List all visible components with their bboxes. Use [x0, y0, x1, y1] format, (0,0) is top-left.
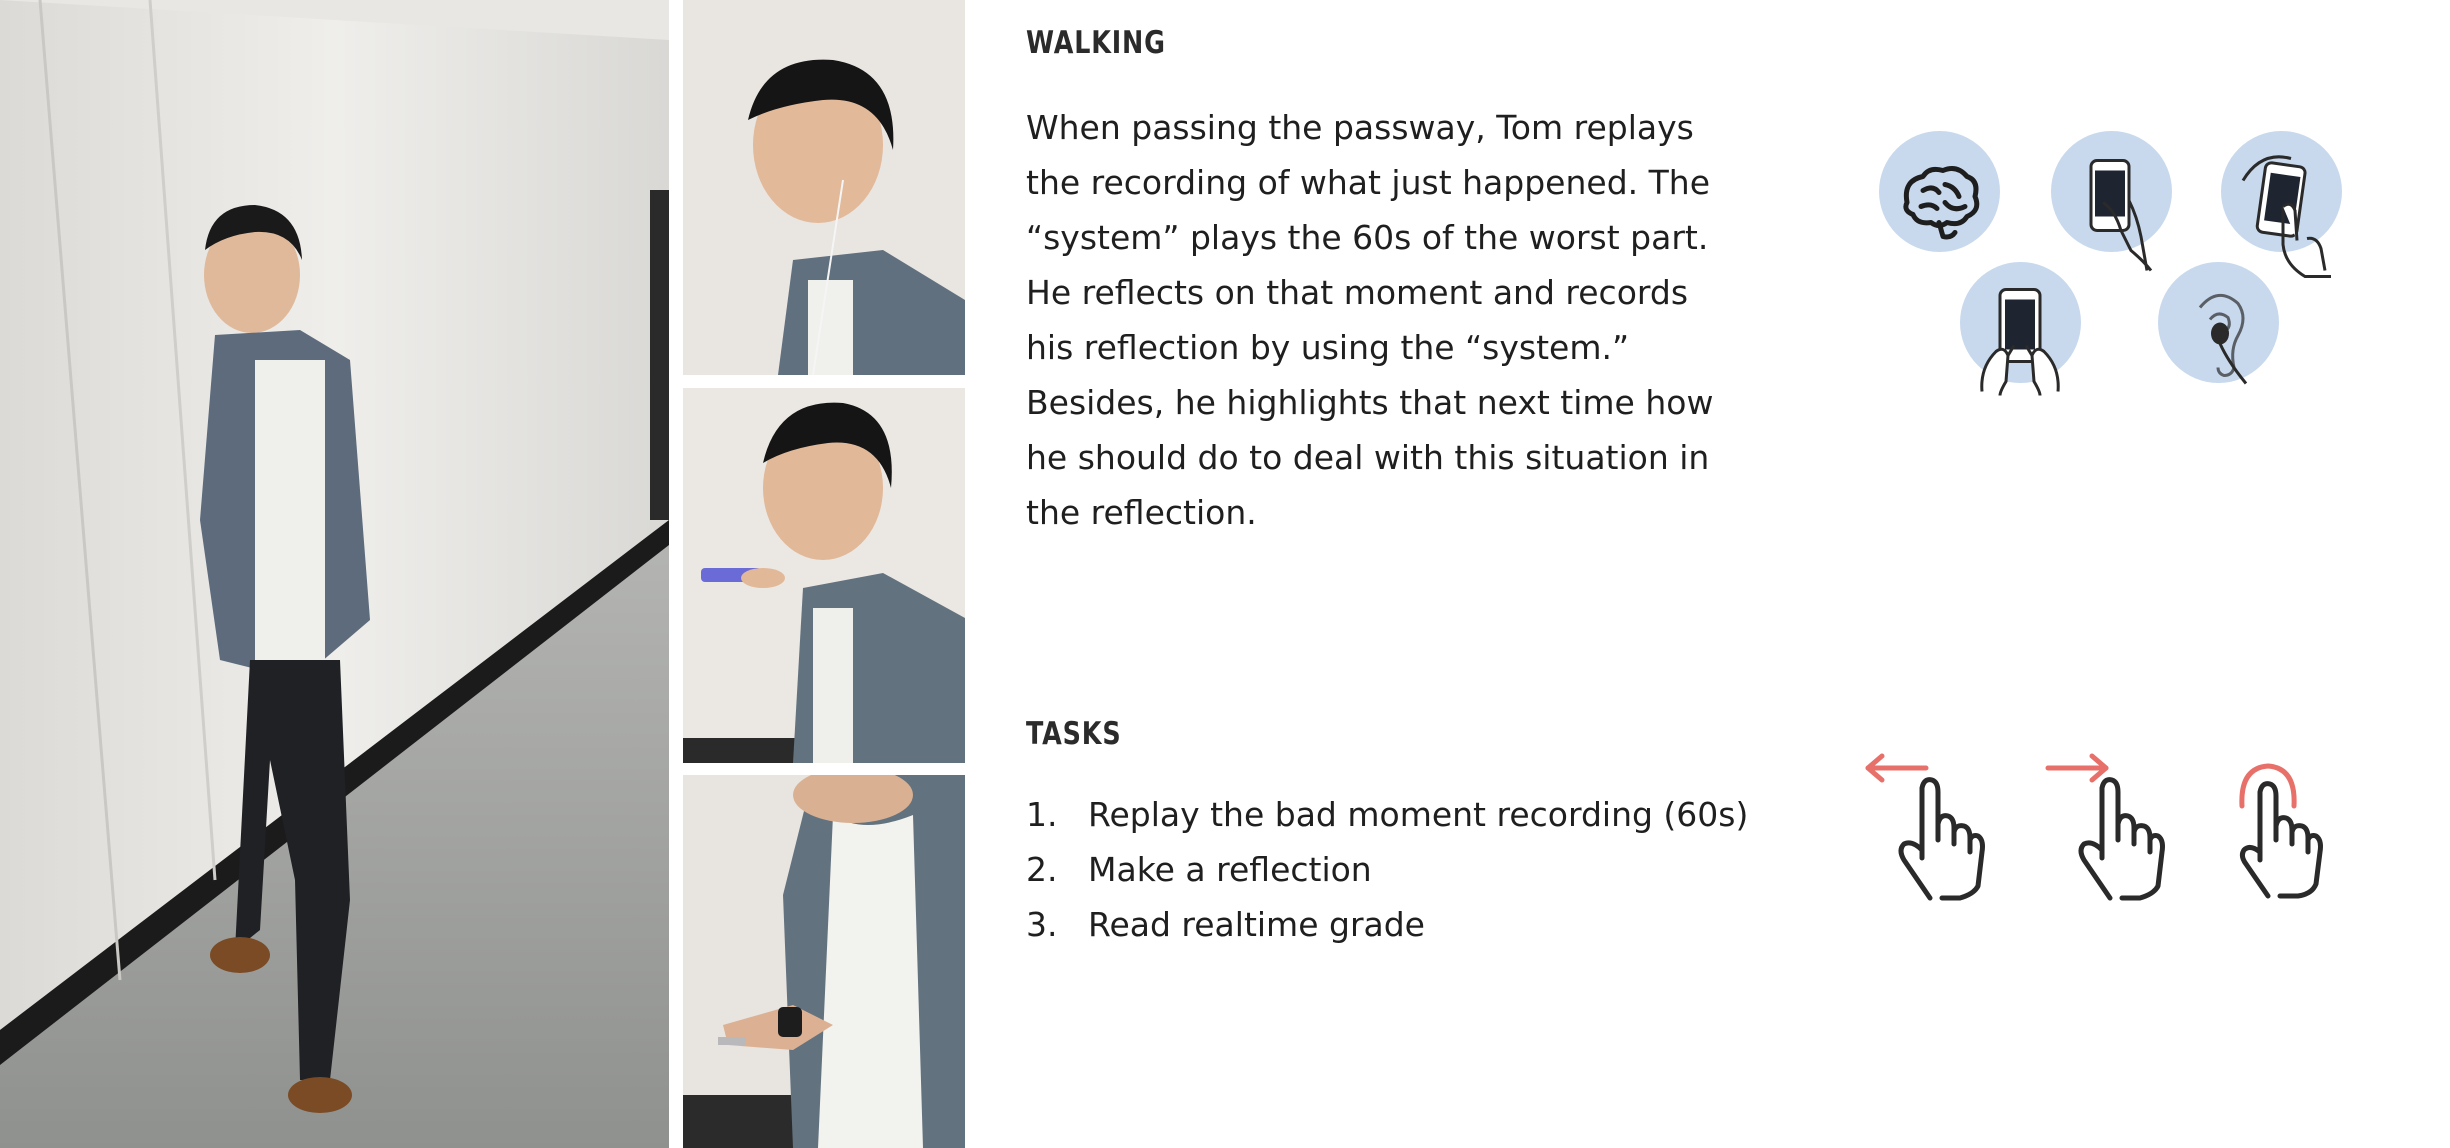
- task-number: 2.: [1026, 850, 1058, 889]
- tap-gesture-icon: [2220, 748, 2370, 908]
- task-number: 1.: [1026, 795, 1058, 834]
- description-line: He reflects on that moment and records: [1026, 273, 1689, 312]
- swipe-left-gesture-icon: [1860, 748, 2010, 908]
- list-item: [1026, 787, 1748, 842]
- description-line: When passing the passway, Tom replays: [1026, 108, 1694, 147]
- task-text: Make a reflection: [1088, 850, 1372, 889]
- photo-tom-checking-watch: [683, 775, 965, 1148]
- task-number: 3.: [1026, 905, 1058, 944]
- description-line: the recording of what just happened. The: [1026, 163, 1710, 202]
- walking-description: [1026, 100, 1714, 540]
- description-line: he should do to deal with this situation in: [1026, 438, 1710, 477]
- photo-tom-holding-phone: [683, 388, 965, 763]
- description-line: “system” plays the 60s of the worst part.: [1026, 218, 1709, 257]
- description-line: his reflection by using the “system.”: [1026, 328, 1630, 367]
- photo-tom-walking-hallway: [0, 0, 669, 1148]
- brain-icon: [1879, 131, 2000, 252]
- description-line: Besides, he highlights that next time how: [1026, 383, 1714, 422]
- swipe-right-gesture-icon: [2040, 748, 2190, 908]
- description-line: the reflection.: [1026, 493, 1257, 532]
- phone-two-hands-icon: [1960, 262, 2081, 383]
- list-item: [1026, 897, 1748, 952]
- phone-tap-icon: [2221, 131, 2342, 252]
- list-item: [1026, 842, 1748, 897]
- task-text: Replay the bad moment recording (60s): [1088, 795, 1749, 834]
- tasks-heading: TASKS: [1026, 716, 1122, 752]
- phone-in-hand-icon: [2051, 131, 2172, 252]
- photo-tom-with-earphones: [683, 0, 965, 375]
- task-text: Read realtime grade: [1088, 905, 1425, 944]
- task-list: [1026, 787, 1748, 952]
- walking-heading: WALKING: [1026, 25, 1166, 61]
- earphone-icon: [2158, 262, 2279, 383]
